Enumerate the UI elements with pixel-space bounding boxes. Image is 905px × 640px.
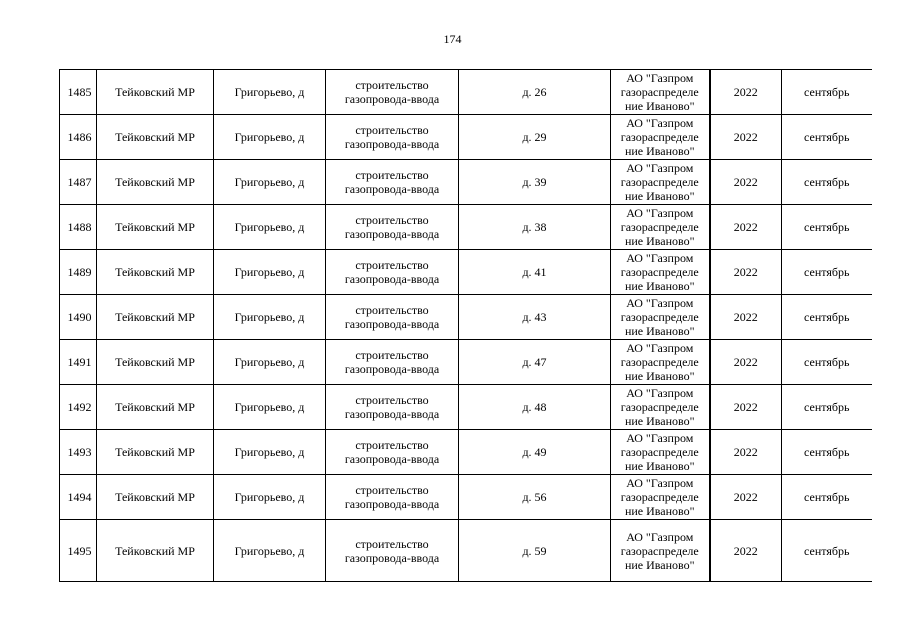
year-cell: 2022 xyxy=(710,475,782,520)
row-number: 1493 xyxy=(60,430,97,475)
district-cell: Тейковский МР xyxy=(97,430,214,475)
table-body xyxy=(60,70,872,582)
table-row xyxy=(60,520,872,582)
organization-line-3: ние Иваново" xyxy=(624,99,695,113)
organization-line-2: газораспределе xyxy=(620,265,699,279)
work-type-line-2: газопровода-ввода xyxy=(344,92,440,106)
house-cell: д. 59 xyxy=(459,520,611,582)
year-cell: 2022 xyxy=(710,385,782,430)
organization-cell xyxy=(611,520,710,582)
organization-line-1: АО "Газпром xyxy=(626,341,694,355)
year-cell: 2022 xyxy=(710,340,782,385)
organization-line-1: АО "Газпром xyxy=(626,386,694,400)
organization-line-1: АО "Газпром xyxy=(626,116,694,130)
work-type-line-2: газопровода-ввода xyxy=(344,182,440,196)
month-cell: сентябрь xyxy=(782,475,872,520)
work-type-line-1: строительство xyxy=(355,348,429,362)
work-type-line-2: газопровода-ввода xyxy=(344,272,440,286)
page-number: 174 xyxy=(443,32,462,46)
organization-line-1: АО "Газпром xyxy=(626,476,694,490)
table-row xyxy=(60,385,872,430)
year-cell: 2022 xyxy=(710,70,782,115)
table-row xyxy=(60,160,872,205)
work-type-line-1: строительство xyxy=(355,483,429,497)
organization-line-3: ние Иваново" xyxy=(624,557,695,572)
organization-cell xyxy=(611,250,710,295)
year-cell: 2022 xyxy=(710,115,782,160)
organization-line-3: ние Иваново" xyxy=(624,459,695,473)
locality-cell: Григорьево, д xyxy=(214,385,326,430)
locality-cell: Григорьево, д xyxy=(214,430,326,475)
locality-cell: Григорьево, д xyxy=(214,475,326,520)
work-type-line-1: строительство xyxy=(355,213,429,227)
locality-cell: Григорьево, д xyxy=(214,70,326,115)
organization-line-1: АО "Газпром xyxy=(626,71,694,85)
district-cell: Тейковский МР xyxy=(97,340,214,385)
work-type-line-2: газопровода-ввода xyxy=(344,227,440,241)
work-type-cell xyxy=(326,70,459,115)
work-type-cell xyxy=(326,115,459,160)
row-number: 1495 xyxy=(60,520,97,582)
organization-cell xyxy=(611,205,710,250)
organization-line-3: ние Иваново" xyxy=(624,144,695,158)
work-type-cell xyxy=(326,295,459,340)
organization-line-1: АО "Газпром xyxy=(626,296,694,310)
organization-line-2: газораспределе xyxy=(620,130,699,144)
table-row xyxy=(60,115,872,160)
house-cell: д. 43 xyxy=(459,295,611,340)
organization-line-3: ние Иваново" xyxy=(624,234,695,248)
row-number: 1485 xyxy=(60,70,97,115)
work-type-line-1: строительство xyxy=(355,123,429,137)
table-row xyxy=(60,295,872,340)
organization-line-1: АО "Газпром xyxy=(626,206,694,220)
work-type-line-1: строительство xyxy=(355,168,429,182)
work-type-cell xyxy=(326,520,459,582)
organization-line-1: АО "Газпром xyxy=(626,161,694,175)
organization-line-2: газораспределе xyxy=(620,85,699,99)
organization-cell xyxy=(611,475,710,520)
month-cell: сентябрь xyxy=(782,250,872,295)
work-type-line-2: газопровода-ввода xyxy=(344,407,440,421)
work-type-line-2: газопровода-ввода xyxy=(344,550,440,565)
organization-line-3: ние Иваново" xyxy=(624,279,695,293)
work-type-cell xyxy=(326,385,459,430)
row-number: 1494 xyxy=(60,475,97,520)
work-type-line-1: строительство xyxy=(355,303,429,317)
work-type-cell xyxy=(326,250,459,295)
row-number: 1492 xyxy=(60,385,97,430)
work-type-line-1: строительство xyxy=(355,536,429,551)
year-cell: 2022 xyxy=(710,205,782,250)
organization-line-3: ние Иваново" xyxy=(624,414,695,428)
house-cell: д. 47 xyxy=(459,340,611,385)
house-cell: д. 29 xyxy=(459,115,611,160)
month-cell: сентябрь xyxy=(782,520,872,582)
month-cell: сентябрь xyxy=(782,340,872,385)
work-type-line-2: газопровода-ввода xyxy=(344,137,440,151)
organization-line-1: АО "Газпром xyxy=(626,529,694,544)
organization-cell xyxy=(611,295,710,340)
locality-cell: Григорьево, д xyxy=(214,205,326,250)
organization-cell xyxy=(611,385,710,430)
house-cell: д. 26 xyxy=(459,70,611,115)
work-type-cell xyxy=(326,205,459,250)
locality-cell: Григорьево, д xyxy=(214,295,326,340)
month-cell: сентябрь xyxy=(782,295,872,340)
table-row xyxy=(60,250,872,295)
organization-line-2: газораспределе xyxy=(620,445,699,459)
locality-cell: Григорьево, д xyxy=(214,160,326,205)
work-type-cell xyxy=(326,340,459,385)
row-number: 1486 xyxy=(60,115,97,160)
house-cell: д. 39 xyxy=(459,160,611,205)
district-cell: Тейковский МР xyxy=(97,520,214,582)
district-cell: Тейковский МР xyxy=(97,250,214,295)
district-cell: Тейковский МР xyxy=(97,475,214,520)
work-type-cell xyxy=(326,475,459,520)
table-row xyxy=(60,475,872,520)
district-cell: Тейковский МР xyxy=(97,70,214,115)
row-number: 1491 xyxy=(60,340,97,385)
locality-cell: Григорьево, д xyxy=(214,520,326,582)
work-type-line-1: строительство xyxy=(355,438,429,452)
work-type-cell xyxy=(326,430,459,475)
district-cell: Тейковский МР xyxy=(97,115,214,160)
table-row xyxy=(60,70,872,115)
organization-line-2: газораспределе xyxy=(620,400,699,414)
organization-line-1: АО "Газпром xyxy=(626,251,694,265)
locality-cell: Григорьево, д xyxy=(214,340,326,385)
row-number: 1490 xyxy=(60,295,97,340)
locality-cell: Григорьево, д xyxy=(214,115,326,160)
organization-cell xyxy=(611,430,710,475)
district-cell: Тейковский МР xyxy=(97,385,214,430)
year-cell: 2022 xyxy=(710,295,782,340)
house-cell: д. 56 xyxy=(459,475,611,520)
organization-cell xyxy=(611,340,710,385)
table-row xyxy=(60,430,872,475)
year-cell: 2022 xyxy=(710,430,782,475)
work-type-line-2: газопровода-ввода xyxy=(344,317,440,331)
year-cell: 2022 xyxy=(710,520,782,582)
row-number: 1489 xyxy=(60,250,97,295)
organization-line-3: ние Иваново" xyxy=(624,504,695,518)
organization-line-3: ние Иваново" xyxy=(624,324,695,338)
month-cell: сентябрь xyxy=(782,115,872,160)
house-cell: д. 49 xyxy=(459,430,611,475)
organization-line-2: газораспределе xyxy=(620,220,699,234)
organization-line-2: газораспределе xyxy=(620,310,699,324)
schedule-table xyxy=(59,69,872,582)
work-type-line-1: строительство xyxy=(355,393,429,407)
house-cell: д. 48 xyxy=(459,385,611,430)
month-cell: сентябрь xyxy=(782,160,872,205)
month-cell: сентябрь xyxy=(782,70,872,115)
work-type-line-2: газопровода-ввода xyxy=(344,362,440,376)
house-cell: д. 38 xyxy=(459,205,611,250)
table-row xyxy=(60,205,872,250)
work-type-line-2: газопровода-ввода xyxy=(344,497,440,511)
year-cell: 2022 xyxy=(710,250,782,295)
row-number: 1487 xyxy=(60,160,97,205)
month-cell: сентябрь xyxy=(782,385,872,430)
organization-line-2: газораспределе xyxy=(620,175,699,189)
organization-line-2: газораспределе xyxy=(620,490,699,504)
work-type-line-1: строительство xyxy=(355,258,429,272)
organization-cell xyxy=(611,70,710,115)
work-type-line-1: строительство xyxy=(355,78,429,92)
locality-cell: Григорьево, д xyxy=(214,250,326,295)
organization-line-2: газораспределе xyxy=(620,543,699,558)
house-cell: д. 41 xyxy=(459,250,611,295)
district-cell: Тейковский МР xyxy=(97,205,214,250)
organization-line-1: АО "Газпром xyxy=(626,431,694,445)
district-cell: Тейковский МР xyxy=(97,160,214,205)
month-cell: сентябрь xyxy=(782,205,872,250)
month-cell: сентябрь xyxy=(782,430,872,475)
organization-line-3: ние Иваново" xyxy=(624,189,695,203)
organization-line-3: ние Иваново" xyxy=(624,369,695,383)
organization-line-2: газораспределе xyxy=(620,355,699,369)
work-type-line-2: газопровода-ввода xyxy=(344,452,440,466)
organization-cell xyxy=(611,160,710,205)
organization-cell xyxy=(611,115,710,160)
table-row xyxy=(60,340,872,385)
district-cell: Тейковский МР xyxy=(97,295,214,340)
row-number: 1488 xyxy=(60,205,97,250)
year-cell: 2022 xyxy=(710,160,782,205)
work-type-cell xyxy=(326,160,459,205)
